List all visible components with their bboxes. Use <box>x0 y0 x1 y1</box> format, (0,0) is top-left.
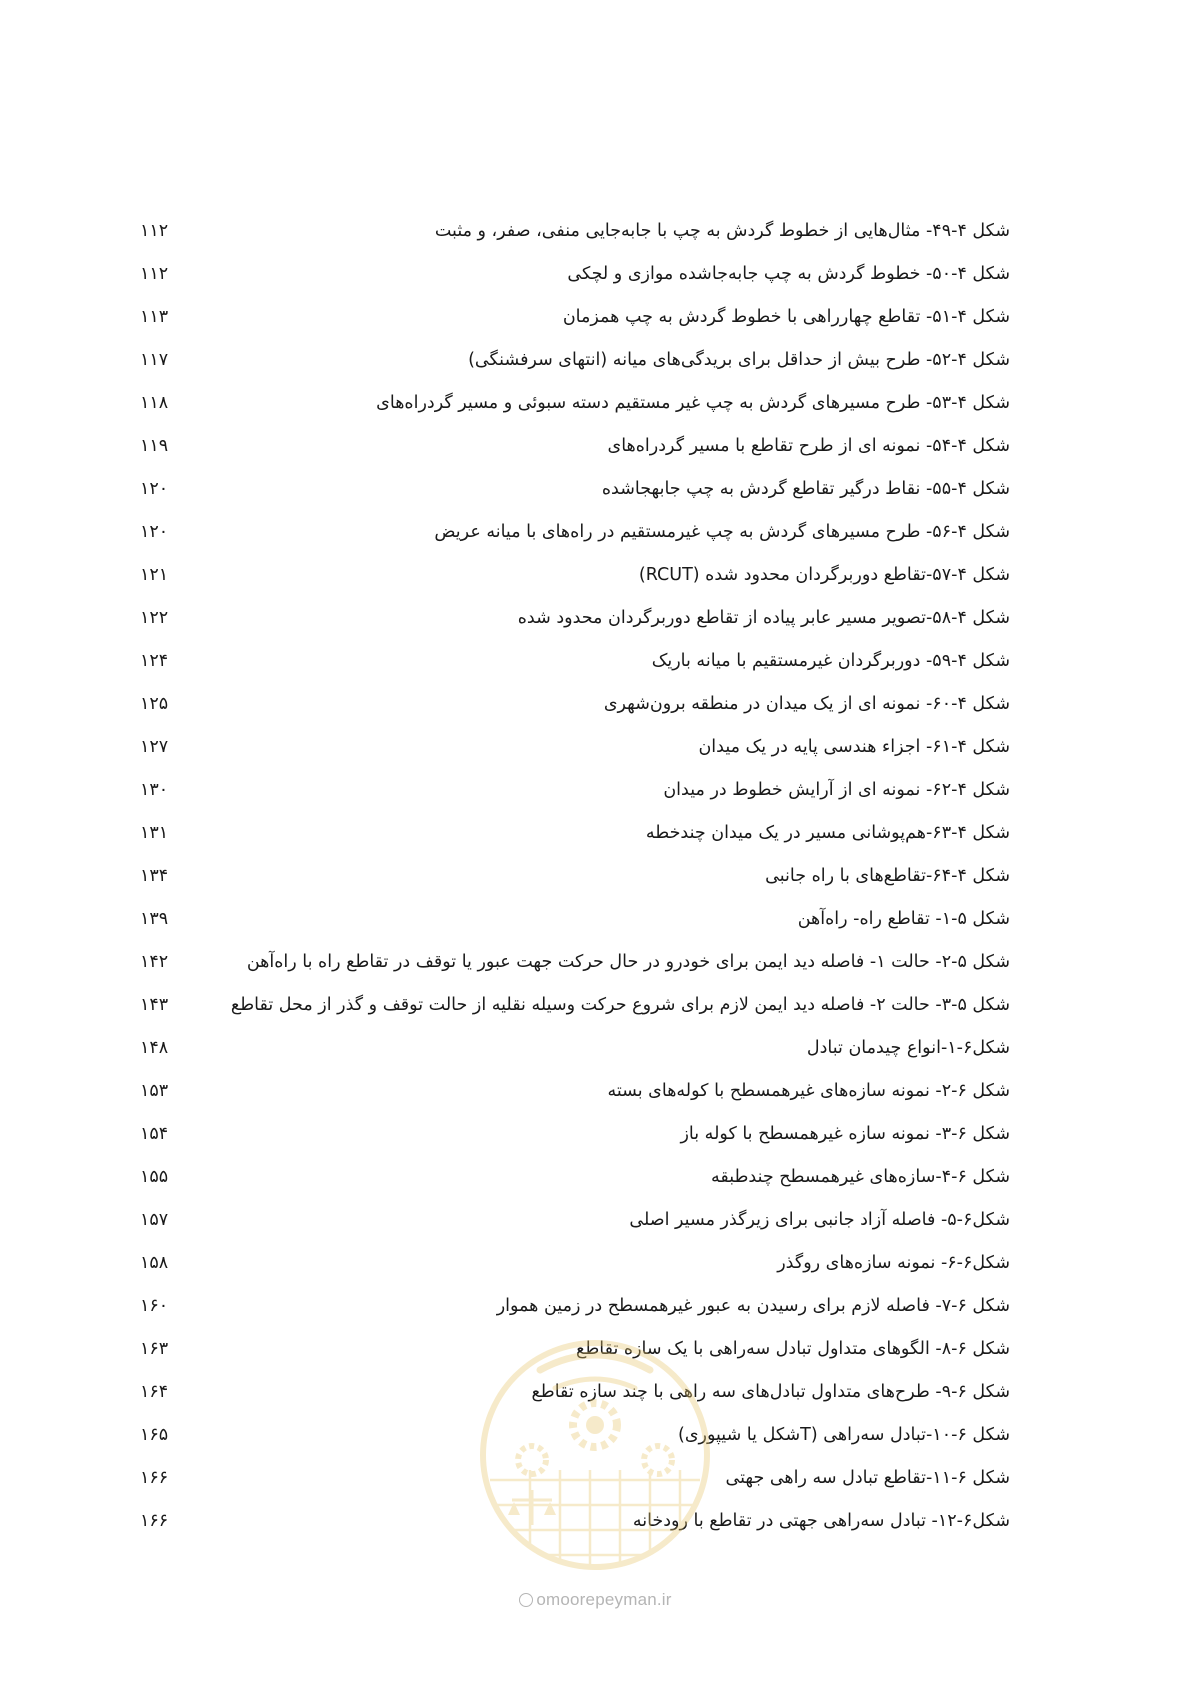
toc-entry-title: شکل ۶-۷- فاصله لازم برای رسیدن به عبور غیرهمسطح در زمین هموار <box>496 1296 1010 1316</box>
toc-entry[interactable] <box>140 898 1010 941</box>
toc-entry[interactable] <box>140 1027 1010 1070</box>
toc-entry-title: شکل ۵-۱- تقاطع راه- راه‌آهن <box>797 909 1010 929</box>
toc-entry-page: ۱۳۹ <box>140 909 169 929</box>
globe-icon <box>519 1593 533 1607</box>
toc-entry[interactable] <box>140 1156 1010 1199</box>
toc-entry-page: ۱۲۷ <box>140 737 169 757</box>
toc-entry[interactable] <box>140 1371 1010 1414</box>
toc-entry-title: شکل ۶-۱۱-تقاطع تبادل سه راهی جهتی <box>725 1468 1010 1488</box>
site-watermark <box>0 1590 1191 1610</box>
toc-entry-page: ۱۲۰ <box>140 479 169 499</box>
toc-entry-page: ۱۵۷ <box>140 1210 169 1230</box>
toc-entry[interactable] <box>140 812 1010 855</box>
toc-entry[interactable] <box>140 683 1010 726</box>
toc-entry[interactable] <box>140 941 1010 984</box>
toc-entry-title: شکل ۴-۵۶- طرح مسیرهای گردش به چپ غیرمستقیم در راه‌های با میانه عریض <box>434 522 1010 542</box>
toc-entry-title: شکل ۴-۴۹- مثال‌هایی از خطوط گردش به چپ با جابه‌جایی منفی، صفر، و مثبت <box>434 221 1010 241</box>
toc-entry-page: ۱۳۰ <box>140 780 169 800</box>
toc-entry-page: ۱۳۱ <box>140 823 169 843</box>
toc-entry-title: شکل ۶-۹- طرح‌های متداول تبادل‌های سه راهی با چند سازه تقاطع <box>531 1382 1010 1402</box>
toc-entry-title: شکل ۴-۵۹- دوربرگردان غیرمستقیم با میانه باریک <box>651 651 1010 671</box>
toc-entry-page: ۱۲۵ <box>140 694 169 714</box>
toc-entry[interactable] <box>140 1457 1010 1500</box>
toc-entry[interactable] <box>140 253 1010 296</box>
toc-entry[interactable] <box>140 425 1010 468</box>
toc-entry[interactable] <box>140 1242 1010 1285</box>
toc-entry-page: ۱۶۶ <box>140 1468 169 1488</box>
toc-entry[interactable] <box>140 339 1010 382</box>
toc-entry-page: ۱۵۸ <box>140 1253 169 1273</box>
toc-entry-page: ۱۲۴ <box>140 651 169 671</box>
toc-entry[interactable] <box>140 382 1010 425</box>
toc-entry-page: ۱۶۴ <box>140 1382 169 1402</box>
toc-entry[interactable] <box>140 210 1010 253</box>
toc-entry-title: شکل ۴-۶۲- نمونه ای از آرایش خطوط در میدان <box>663 780 1010 800</box>
toc-entry-title: شکل ۶-۲- نمونه سازه‌های غیرهمسطح با کوله‌های بسته <box>607 1081 1010 1101</box>
toc-entry-page: ۱۴۲ <box>140 952 169 972</box>
toc-entry-page: ۱۱۳ <box>140 307 169 327</box>
toc-entry[interactable] <box>140 640 1010 683</box>
toc-entry-title: شکل۶-۵- فاصله آزاد جانبی برای زیرگذر مسیر اصلی <box>629 1210 1010 1230</box>
toc-entry-title: شکل ۴-۵۸-تصویر مسیر عابر پیاده از تقاطع دوربرگردان محدود شده <box>517 608 1010 628</box>
toc-entry-page: ۱۵۵ <box>140 1167 169 1187</box>
toc-entry-title: شکل ۴-۶۰- نمونه ای از یک میدان در منطقه برون‌شهری <box>603 694 1010 714</box>
toc-entry-title: شکل ۴-۵۳- طرح مسیرهای گردش به چپ غیر مستقیم دسته سبوئی و مسیر گردراه‌های <box>376 393 1010 413</box>
toc-entry-title: شکل۶-۱-انواع چیدمان تبادل <box>806 1038 1010 1058</box>
toc-entry-title: شکل ۶-۸- الگوهای متداول تبادل سه‌راهی با یک سازه تقاطع <box>576 1339 1010 1359</box>
toc-entry[interactable] <box>140 855 1010 898</box>
toc-entry[interactable] <box>140 1285 1010 1328</box>
toc-entry-page: ۱۲۲ <box>140 608 169 628</box>
toc-entry-title: شکل ۴-۵۰- خطوط گردش به چپ جابه‌جاشده موازی و لچکی <box>567 264 1010 284</box>
toc-entry-page: ۱۵۴ <box>140 1124 169 1144</box>
toc-entry[interactable] <box>140 726 1010 769</box>
toc-entry[interactable] <box>140 1070 1010 1113</box>
toc-entry[interactable] <box>140 1500 1010 1543</box>
toc-entry[interactable] <box>140 597 1010 640</box>
toc-entry-page: ۱۴۳ <box>140 995 169 1015</box>
toc-entry-title: شکل ۴-۶۴-تقاطع‌های با راه جانبی <box>765 866 1010 886</box>
toc-entry[interactable] <box>140 468 1010 511</box>
toc-entry-title: شکل۶-۱۲- تبادل سه‌راهی جهتی در تقاطع با رودخانه <box>632 1511 1010 1531</box>
toc-entry-title: شکل ۴-۶۳-هم‌پوشانی مسیر در یک میدان چندخطه <box>645 823 1010 843</box>
toc-entry-title: شکل ۴-۶۱- اجزاء هندسی پایه در یک میدان <box>698 737 1010 757</box>
toc-entry-page: ۱۶۳ <box>140 1339 169 1359</box>
toc-entry-title: شکل ۴-۵۲- طرح بیش از حداقل برای بریدگی‌های میانه (انتهای سرفشنگی) <box>468 350 1010 370</box>
toc-entry[interactable] <box>140 296 1010 339</box>
toc-entry-title: شکل ۴-۵۴- نمونه ای از طرح تقاطع با مسیر گردراه‌های <box>607 436 1010 456</box>
toc-entry-page: ۱۳۴ <box>140 866 169 886</box>
toc-entry-page: ۱۲۰ <box>140 522 169 542</box>
toc-entry[interactable] <box>140 511 1010 554</box>
toc-entry[interactable] <box>140 1414 1010 1457</box>
toc-entry-title: شکل ۴-۵۱- تقاطع چهارراهی با خطوط گردش به چپ همزمان <box>562 307 1010 327</box>
toc-entry-title: شکل ۵-۳- حالت ۲- فاصله دید ایمن لازم برای شروع حرکت وسیله نقلیه از حالت توقف و گذر از محل تقاطع <box>230 995 1010 1015</box>
toc-entry[interactable] <box>140 1113 1010 1156</box>
toc-entry-title: شکل ۶-۴-سازه‌های غیرهمسطح چندطبقه <box>710 1167 1010 1187</box>
table-of-figures <box>140 210 1010 1543</box>
toc-entry-title: شکل ۴-۵۷-تقاطع دوربرگردان محدود شده (RCUT) <box>638 565 1010 585</box>
toc-entry-page: ۱۱۲ <box>140 264 169 284</box>
toc-entry-page: ۱۱۸ <box>140 393 169 413</box>
toc-entry-title: شکل ۵-۲- حالت ۱- فاصله دید ایمن برای خودرو در حال حرکت جهت عبور یا توقف در تقاطع راه با راه‌آهن <box>246 952 1010 972</box>
toc-entry[interactable] <box>140 984 1010 1027</box>
toc-entry-title: شکل ۶-۱۰-تبادل سه‌راهی (Tشکل یا شیپوری) <box>678 1425 1010 1445</box>
toc-entry-page: ۱۶۵ <box>140 1425 169 1445</box>
toc-entry-page: ۱۱۲ <box>140 221 169 241</box>
toc-entry-page: ۱۱۷ <box>140 350 169 370</box>
toc-entry-page: ۱۲۱ <box>140 565 169 585</box>
toc-entry-title: شکل ۶-۳- نمونه سازه غیرهمسطح با کوله باز <box>680 1124 1010 1144</box>
toc-entry[interactable] <box>140 1328 1010 1371</box>
toc-entry[interactable] <box>140 1199 1010 1242</box>
toc-entry-title: شکل۶-۶- نمونه سازه‌های روگذر <box>777 1253 1010 1273</box>
toc-entry-page: ۱۵۳ <box>140 1081 169 1101</box>
site-watermark-text: omoorepeyman.ir <box>536 1590 672 1609</box>
toc-entry-page: ۱۶۶ <box>140 1511 169 1531</box>
toc-entry[interactable] <box>140 554 1010 597</box>
toc-entry[interactable] <box>140 769 1010 812</box>
toc-entry-page: ۱۱۹ <box>140 436 169 456</box>
toc-entry-page: ۱۶۰ <box>140 1296 169 1316</box>
toc-entry-page: ۱۴۸ <box>140 1038 169 1058</box>
toc-entry-title: شکل ۴-۵۵- نقاط درگیر تقاطع گردش به چپ جابهجاشده <box>601 479 1010 499</box>
